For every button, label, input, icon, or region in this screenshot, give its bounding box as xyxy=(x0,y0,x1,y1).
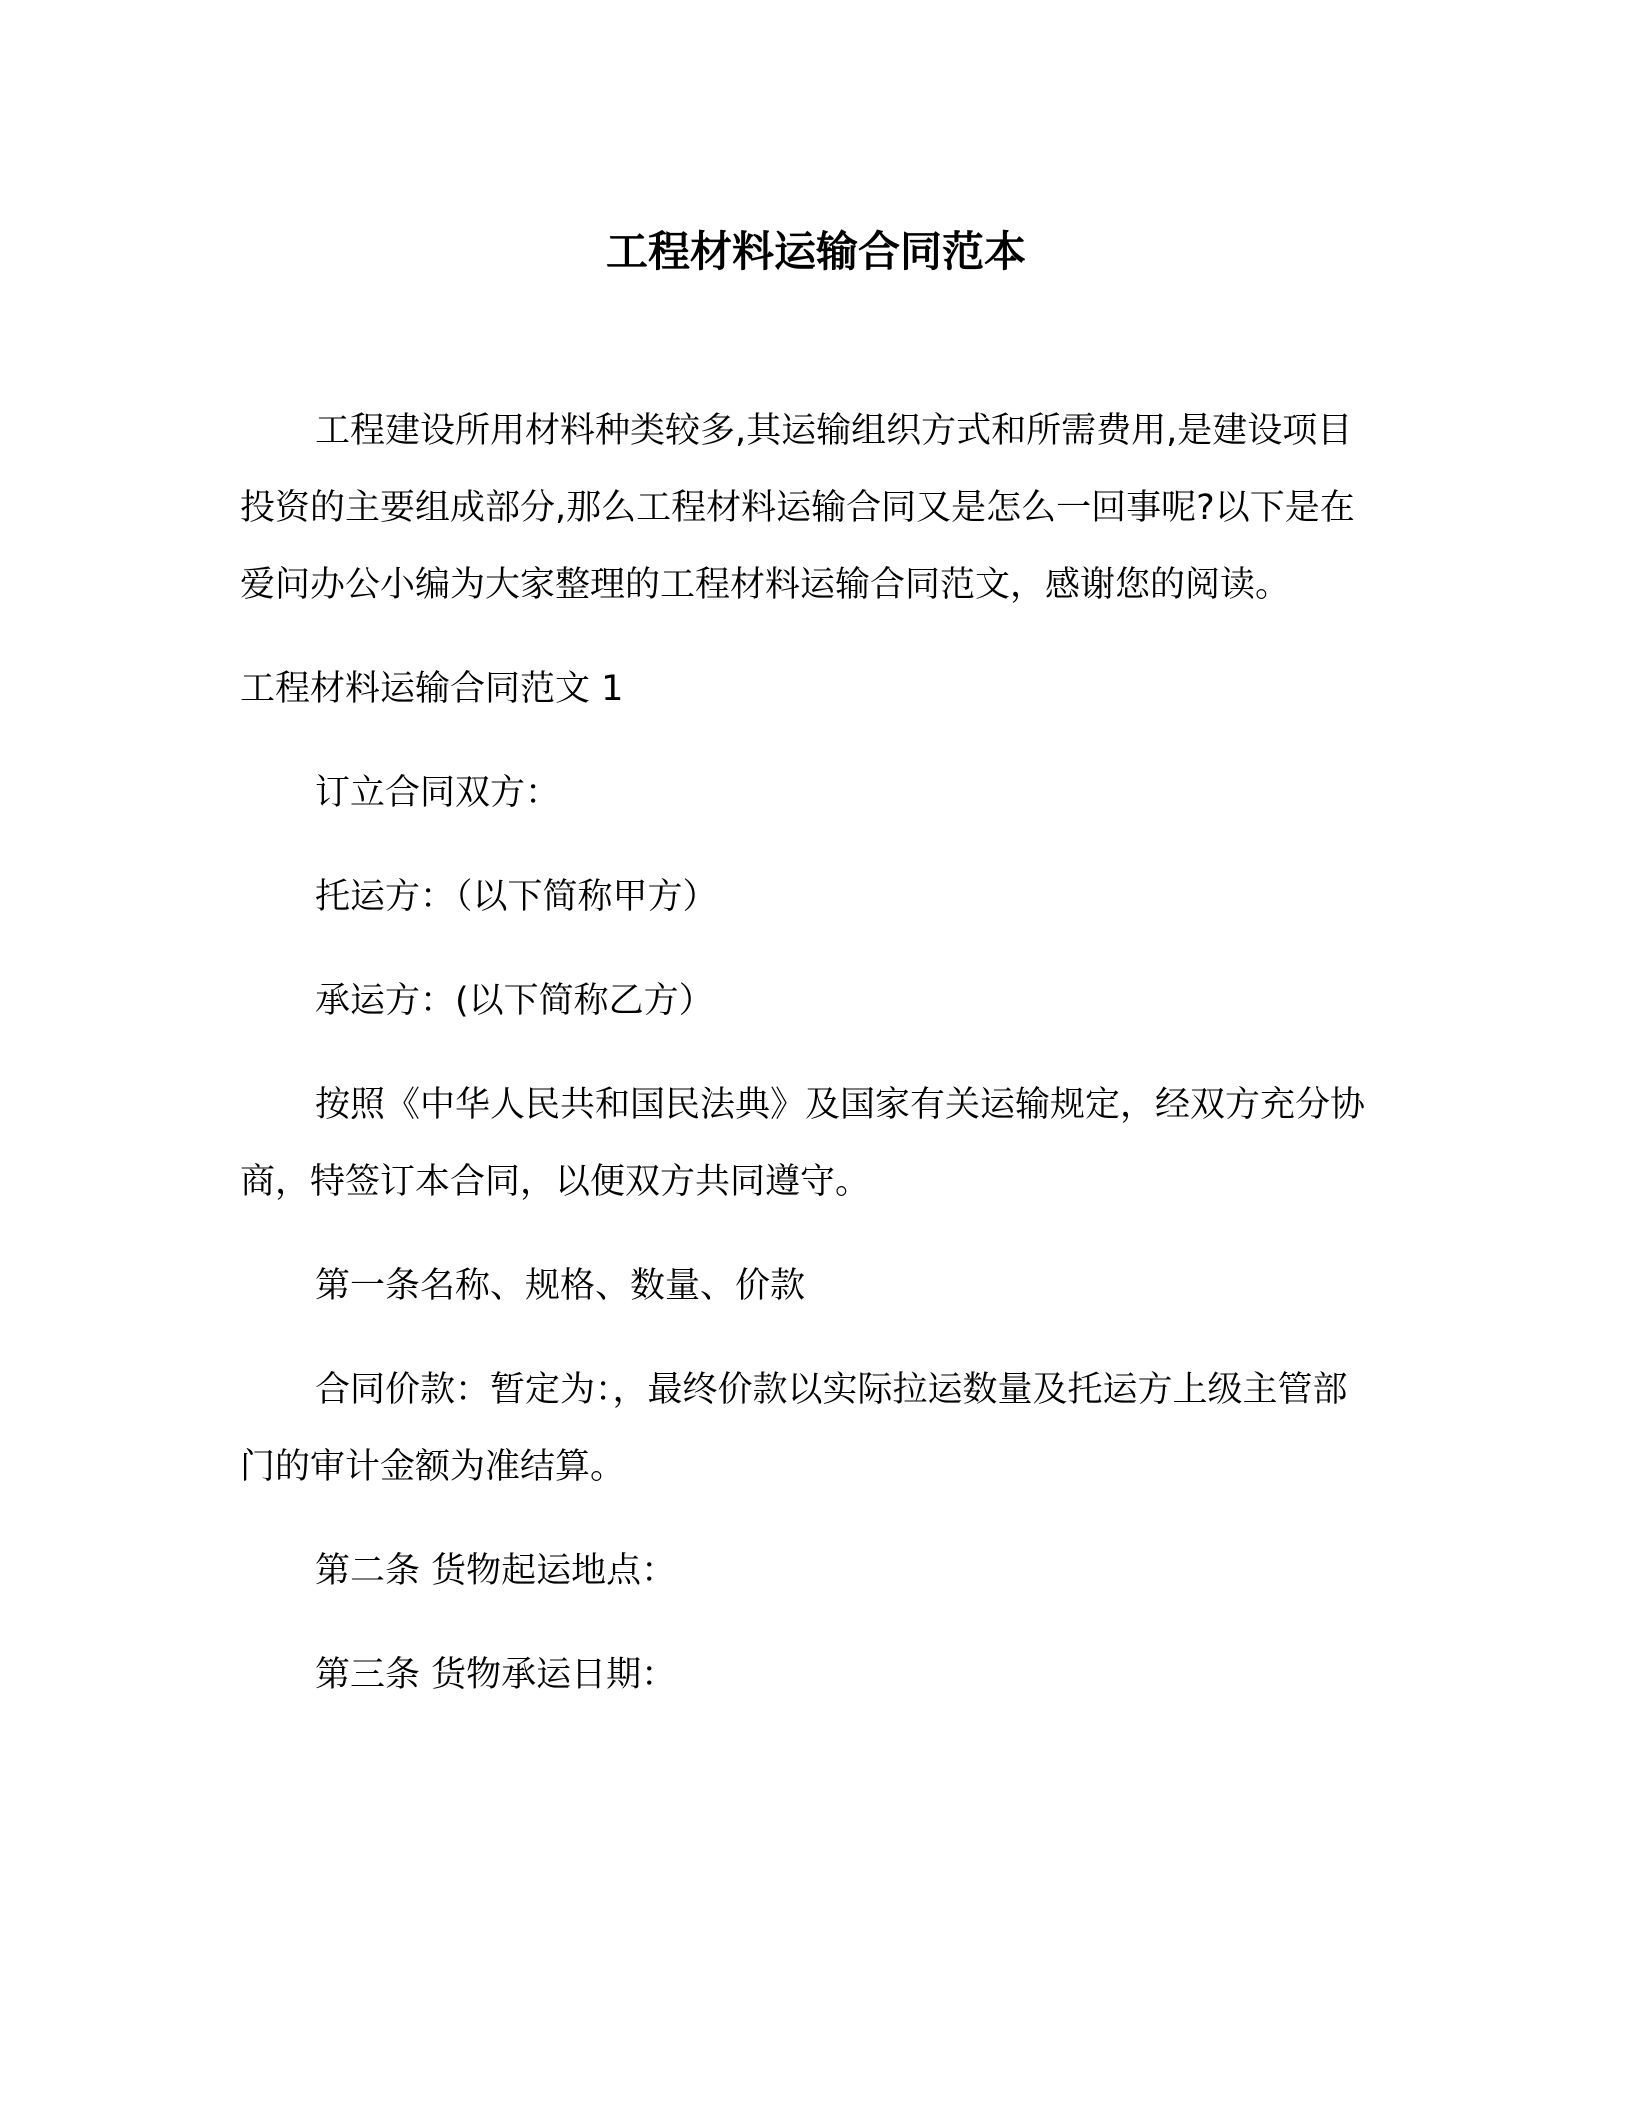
article-1-heading: 第一条名称、规格、数量、价款 xyxy=(315,1266,806,1306)
shipper-line: 托运方：（以下简称甲方） xyxy=(315,877,718,917)
carrier-line: 承运方：(以下简称乙方） xyxy=(315,981,714,1021)
document-body xyxy=(240,393,1380,1741)
intro-paragraph: 工程建设所用材料种类较多,其运输组织方式和所需费用,是建设项目投资的主要组成部分,那么工程材料运输合同又是怎么一回事呢?以下是在爱问办公小编为大家整理的工程材料运输合同范文，感谢您的阅读。 xyxy=(240,411,1355,605)
article-3-line: 第三条 货物承运日期： xyxy=(315,1655,677,1695)
section-heading: 工程材料运输合同范文 1 xyxy=(240,669,624,709)
contract-parties-label: 订立合同双方： xyxy=(315,773,561,813)
document-title: 工程材料运输合同范本 xyxy=(605,227,1026,276)
contract-price-paragraph: 合同价款：暂定为：，最终价款以实际拉运数量及托运方上级主管部门的审计金额为准结算。 xyxy=(240,1370,1348,1487)
article-2-line: 第二条 货物起运地点： xyxy=(315,1551,677,1591)
preamble-paragraph: 按照《中华人民共和国民法典》及国家有关运输规定，经双方充分协商，特签订本合同，以便双方共同遵守。 xyxy=(240,1085,1366,1202)
